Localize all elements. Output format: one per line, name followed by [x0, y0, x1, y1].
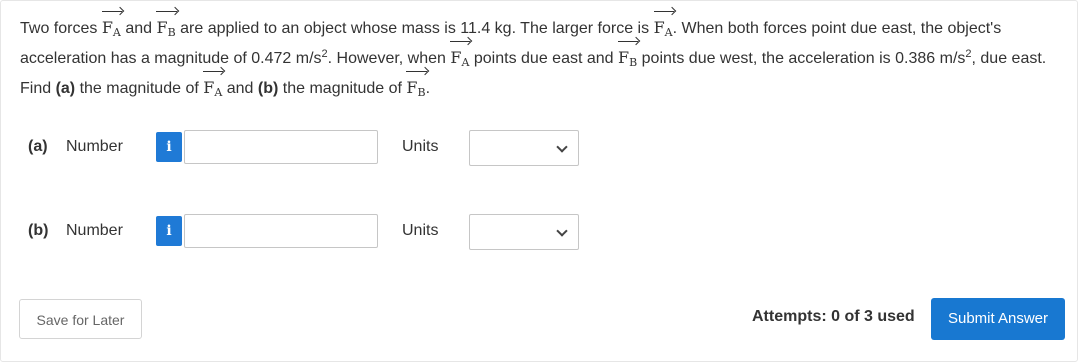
- vector-arrow-icon: [618, 41, 638, 48]
- question-text: Two forces $F_A$ and $F_B$ are applied to an object whose mass is 11.4 kg. The larger force is $F_A$. When both forces point due east, the object's acceleration has a magnitude of 0.472 $m/s^2$. However, when $F_A$ points due east and $F_B$ points due west, the acceleration is 0.386 $m/s^2$, due east. Find (a) the magnitude of $F_A$ and (b) the magnitude of $F_B$.: [20, 14, 1060, 104]
- vector-arrow-icon: [102, 11, 122, 18]
- attempts-counter: Attempts: 0 of 3 used: [752, 308, 915, 325]
- vector-arrow-icon: [450, 41, 470, 48]
- vector-arrow-icon: [156, 11, 176, 18]
- units-label-b: Units: [402, 222, 439, 239]
- vector-fb: $F_B$: [406, 80, 425, 101]
- info-icon[interactable]: i: [156, 216, 182, 246]
- vector-fa: $F_A$: [654, 20, 673, 41]
- answer-row-b: [28, 212, 628, 250]
- info-icon[interactable]: i: [156, 132, 182, 162]
- vector-fa: $F_A$: [450, 50, 469, 71]
- part-label-a: (a): [28, 138, 48, 155]
- units-select-a[interactable]: [469, 130, 579, 166]
- question-text-segment: Two forces: [20, 20, 102, 37]
- vector-fa: $F_A$: [203, 80, 222, 101]
- exponent: 2: [321, 48, 328, 60]
- part-label-b: (b): [28, 222, 49, 239]
- vector-fb: $F_B$: [618, 50, 637, 71]
- number-input-a[interactable]: [184, 130, 378, 164]
- number-input-b[interactable]: [184, 214, 378, 248]
- vector-fa: $F_A$: [102, 20, 121, 41]
- submit-answer-button[interactable]: Submit Answer: [931, 298, 1065, 340]
- vector-arrow-icon: [406, 71, 426, 78]
- units-select-b[interactable]: [469, 214, 579, 250]
- part-b-marker: (b): [257, 80, 279, 97]
- vector-fb: $F_B$: [156, 20, 175, 41]
- units-label-a: Units: [402, 138, 439, 155]
- chevron-down-icon: [556, 141, 567, 152]
- vector-arrow-icon: [203, 71, 223, 78]
- number-label-b: Number: [66, 222, 123, 239]
- exponent: 2: [965, 48, 972, 60]
- number-label-a: Number: [66, 138, 123, 155]
- chevron-down-icon: [556, 225, 567, 236]
- answer-row-a: [28, 128, 628, 166]
- part-a-marker: (a): [55, 80, 76, 97]
- vector-arrow-icon: [654, 11, 674, 18]
- save-for-later-button[interactable]: Save for Later: [19, 299, 142, 339]
